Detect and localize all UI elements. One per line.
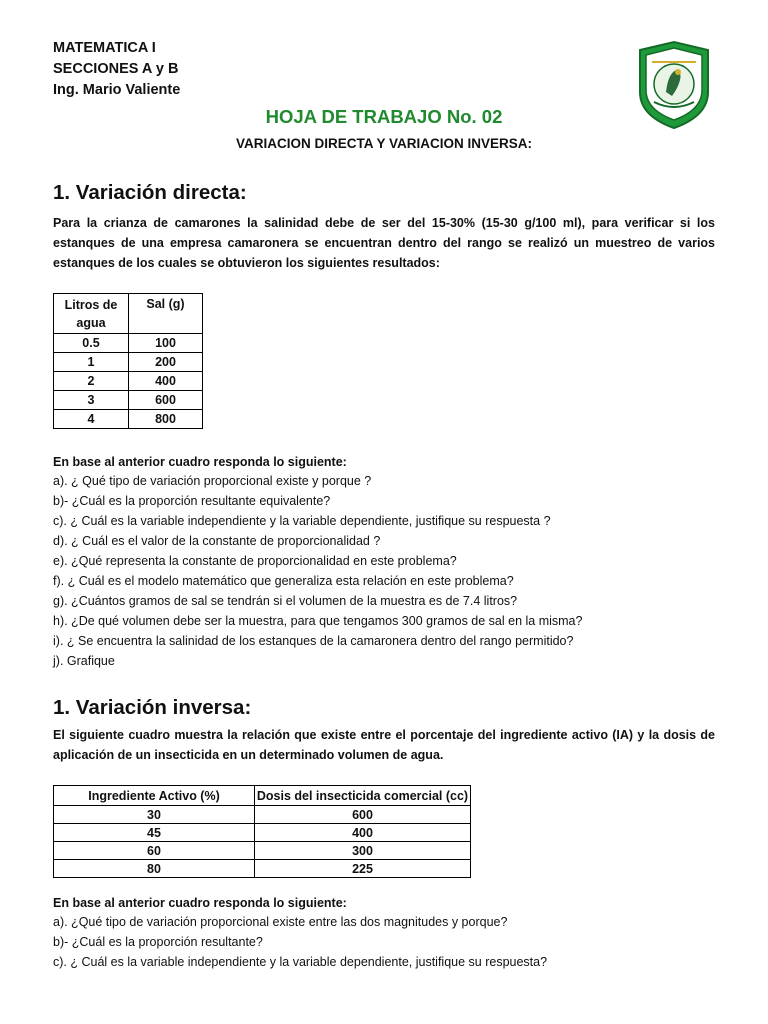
- question-item: b)- ¿Cuál es la proporción resultante equivalente?: [53, 494, 331, 508]
- section-inverse-intro: En base al anterior cuadro responda lo siguiente:: [53, 896, 347, 910]
- direct-variation-table: [53, 293, 203, 429]
- table-cell: 60: [54, 842, 255, 860]
- table-cell: 2: [54, 372, 129, 391]
- inverse-variation-table: [53, 785, 471, 878]
- table-header: Sal (g): [129, 294, 203, 334]
- table-row: [54, 372, 203, 391]
- question-item: d). ¿ Cuál es el valor de la constante de proporcionalidad ?: [53, 534, 381, 548]
- section-inverse-paragraph: El siguiente cuadro muestra la relación que existe entre el porcentaje del ingrediente activo (IA) y la dosis de aplicación de un insecticida en un determinado volumen de agua.: [53, 728, 715, 762]
- question-item: a). ¿Qué tipo de variación proporcional existe entre las dos magnitudes y porque?: [53, 915, 508, 929]
- table-cell: 1: [54, 353, 129, 372]
- table-cell: 80: [54, 860, 255, 878]
- table-cell: 0.5: [54, 334, 129, 353]
- course-sections: SECCIONES A y B: [53, 61, 179, 77]
- table-row: [54, 860, 471, 878]
- table-cell: 45: [54, 824, 255, 842]
- table-row: [54, 806, 471, 824]
- section-direct-questions: [53, 471, 582, 671]
- question-item: c). ¿ Cuál es la variable independiente y la variable dependiente, justifique su respuesta?: [53, 955, 548, 969]
- table-row: [54, 353, 203, 372]
- question-item: g). ¿Cuántos gramos de sal se tendrán si el volumen de la muestra es de 7.4 litros?: [53, 594, 518, 608]
- instructor-name: Ing. Mario Valiente: [53, 82, 181, 98]
- section-direct-heading: 1. Variación directa:: [53, 181, 247, 204]
- question-item: j). Grafique: [53, 654, 115, 668]
- table-row: [54, 334, 203, 353]
- table-cell: 600: [129, 391, 203, 410]
- table-row: [54, 824, 471, 842]
- table-cell: 200: [129, 353, 203, 372]
- table-cell: 3: [54, 391, 129, 410]
- question-item: h). ¿De qué volumen debe ser la muestra, para que tengamos 300 gramos de sal en la misma?: [53, 614, 583, 628]
- table-cell: 800: [129, 410, 203, 429]
- table-header: Litros de agua: [54, 294, 129, 334]
- table-row: [54, 410, 203, 429]
- table-row: [54, 391, 203, 410]
- table-header: Ingrediente Activo (%): [54, 786, 255, 806]
- table-cell: 30: [54, 806, 255, 824]
- table-header-row: [54, 294, 203, 334]
- table-cell: 400: [255, 824, 471, 842]
- question-item: e). ¿Qué representa la constante de proporcionalidad en este problema?: [53, 554, 457, 568]
- table-cell: 100: [129, 334, 203, 353]
- question-item: c). ¿ Cuál es la variable independiente y la variable dependiente, justifique su respuesta ?: [53, 514, 551, 528]
- table-cell: 400: [129, 372, 203, 391]
- question-item: i). ¿ Se encuentra la salinidad de los estanques de la camaronera dentro del rango permitido?: [53, 634, 574, 648]
- table-cell: 600: [255, 806, 471, 824]
- table-cell: 225: [255, 860, 471, 878]
- section-inverse-questions: [53, 912, 547, 972]
- question-item: a). ¿ Qué tipo de variación proporcional existe y porque ?: [53, 474, 372, 488]
- course-name: MATEMATICA I: [53, 40, 156, 56]
- question-item: f). ¿ Cuál es el modelo matemático que generaliza esta relación en este problema?: [53, 574, 514, 588]
- page-title: HOJA DE TRABAJO No. 02: [265, 106, 503, 127]
- section-direct-paragraph: Para la crianza de camarones la salinidad debe de ser del 15-30% (15-30 g/100 ml), para verificar si los estanques de una empresa camaronera se encuentran dentro del rango se realizó un muestreo de varios estanques de los cuales se obtuvieron los siguientes resultados:: [53, 216, 715, 270]
- table-row: [54, 842, 471, 860]
- table-header: Dosis del insecticida comercial (cc): [255, 786, 471, 806]
- question-item: b)- ¿Cuál es la proporción resultante?: [53, 935, 263, 949]
- section-inverse-heading: 1. Variación inversa:: [53, 696, 252, 719]
- table-cell: 300: [255, 842, 471, 860]
- page-subtitle: VARIACION DIRECTA Y VARIACION INVERSA:: [235, 136, 533, 151]
- table-header-row: [54, 786, 471, 806]
- section-direct-intro: En base al anterior cuadro responda lo siguiente:: [53, 455, 347, 469]
- course-header: [53, 38, 180, 101]
- table-cell: 4: [54, 410, 129, 429]
